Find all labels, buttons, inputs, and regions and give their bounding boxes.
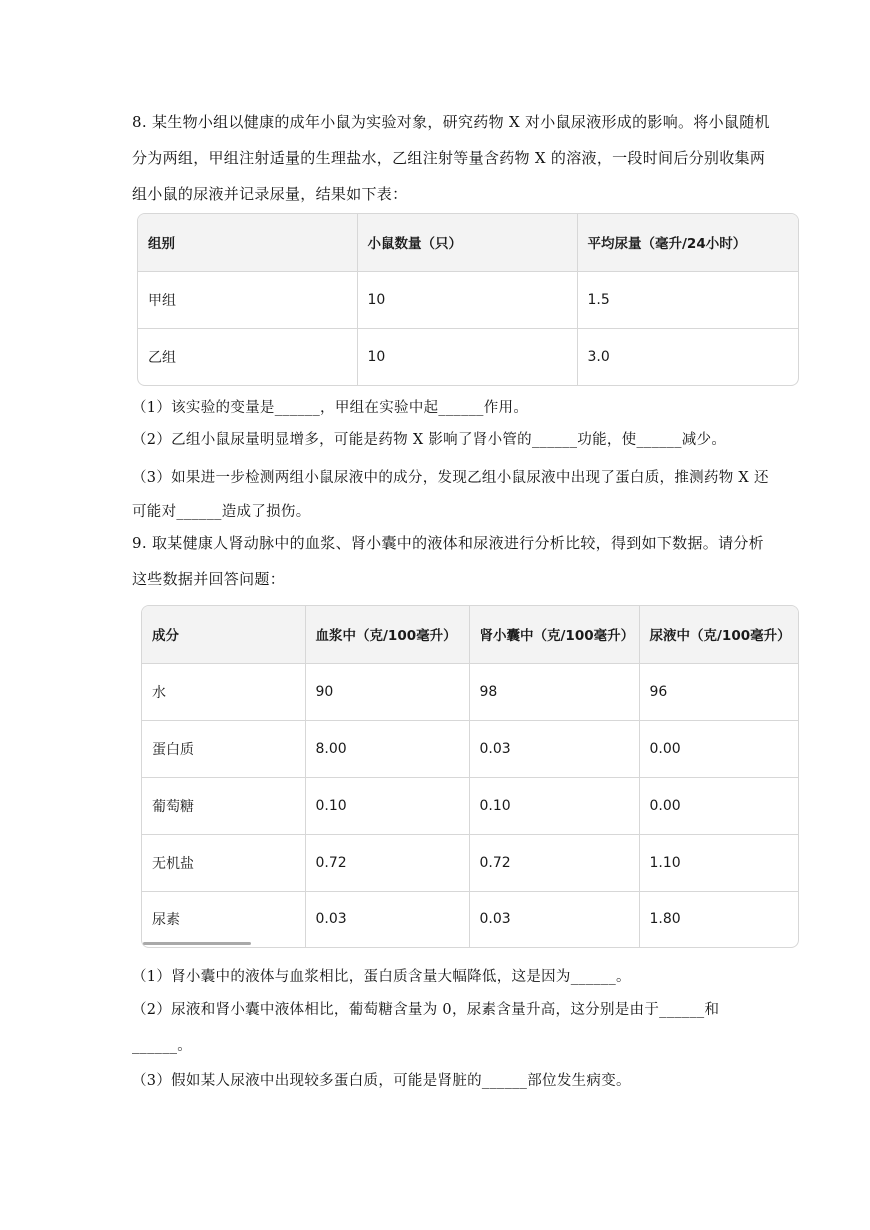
header-cell: 组别 [138, 214, 357, 271]
table-cell: 0.00 [639, 777, 798, 834]
table-cell: 8.00 [305, 720, 469, 777]
table-cell: 0.10 [469, 777, 639, 834]
header-cell: 小鼠数量（只） [357, 214, 577, 271]
header-cell: 尿液中（克/100毫升） [639, 606, 798, 663]
table-row [142, 720, 798, 777]
table-cell: 水 [142, 663, 305, 720]
q8-stem: 8. 某生物小组以健康的成年小鼠为实验对象，研究药物 X 对小鼠尿液形成的影响。将小鼠随机分为两组，甲组注射适量的生理盐水，乙组注射等量含药物 X 的溶液，一段时间后分别收集两组小鼠的尿液并记录尿量，结果如下表： [132, 113, 770, 203]
table-cell: 1.10 [639, 834, 798, 891]
table-cell: 0.03 [305, 891, 469, 947]
table-row [138, 328, 798, 385]
table-cell: 蛋白质 [142, 720, 305, 777]
table-cell: 甲组 [138, 271, 357, 328]
table-cell: 乙组 [138, 328, 357, 385]
table-cell: 0.10 [305, 777, 469, 834]
table-cell: 0.72 [469, 834, 639, 891]
q9-subquestion-1: （1）肾小囊中的液体与血浆相比，蛋白质含量大幅降低，这是因为______。 [132, 969, 631, 985]
table-row [142, 891, 798, 947]
table-cell: 1.80 [649, 911, 681, 928]
header-cell: 平均尿量（毫升/24小时） [577, 214, 798, 271]
header-cell: 血浆中（克/100毫升） [305, 606, 469, 663]
table-horizontal-scrollbar[interactable] [143, 942, 251, 945]
table-cell: 0.72 [305, 834, 469, 891]
q8-subquestion-2: （2）乙组小鼠尿量明显增多，可能是药物 X 影响了肾小管的______功能，使______减少。 [132, 432, 727, 448]
table-row [138, 271, 798, 328]
table-cell: 98 [469, 663, 639, 720]
q9-subquestion-2: （2）尿液和肾小囊中液体相比，葡萄糖含量为 0，尿素含量升高，这分别是由于______和______。 [132, 1002, 720, 1054]
header-cell: 肾小囊中（克/100毫升） [469, 606, 639, 663]
table-cell: 0.00 [639, 720, 798, 777]
table-cell: 90 [305, 663, 469, 720]
table-cell: 无机盐 [142, 834, 305, 891]
table-cell: 1.5 [577, 271, 798, 328]
table-header-row [142, 606, 798, 663]
table-cell: 葡萄糖 [142, 777, 305, 834]
table-header-row [138, 214, 798, 271]
table-row [142, 834, 798, 891]
table-cell: 3.0 [587, 348, 610, 365]
table-cell: 0.03 [469, 891, 639, 947]
header-cell: 成分 [142, 606, 305, 663]
q8-table [137, 213, 799, 386]
table-row [142, 663, 798, 720]
table-cell: 0.03 [469, 720, 639, 777]
q9-table [141, 605, 799, 948]
q9-subquestion-3: （3）假如某人尿液中出现较多蛋白质，可能是肾脏的______部位发生病变。 [132, 1073, 631, 1089]
q9-stem: 9. 取某健康人肾动脉中的血浆、肾小囊中的液体和尿液进行分析比较，得到如下数据。请分析这些数据并回答问题： [132, 534, 764, 588]
q8-subquestion-1: （1）该实验的变量是______，甲组在实验中起______作用。 [132, 400, 529, 416]
q8-subquestion-3: （3）如果进一步检测两组小鼠尿液中的成分，发现乙组小鼠尿液中出现了蛋白质，推测药物 X 还可能对______造成了损伤。 [132, 470, 769, 520]
table-cell: 10 [357, 328, 577, 385]
table-cell: 96 [639, 663, 798, 720]
table-row [142, 777, 798, 834]
table-cell: 10 [357, 271, 577, 328]
table-cell: 尿素 [142, 891, 305, 947]
